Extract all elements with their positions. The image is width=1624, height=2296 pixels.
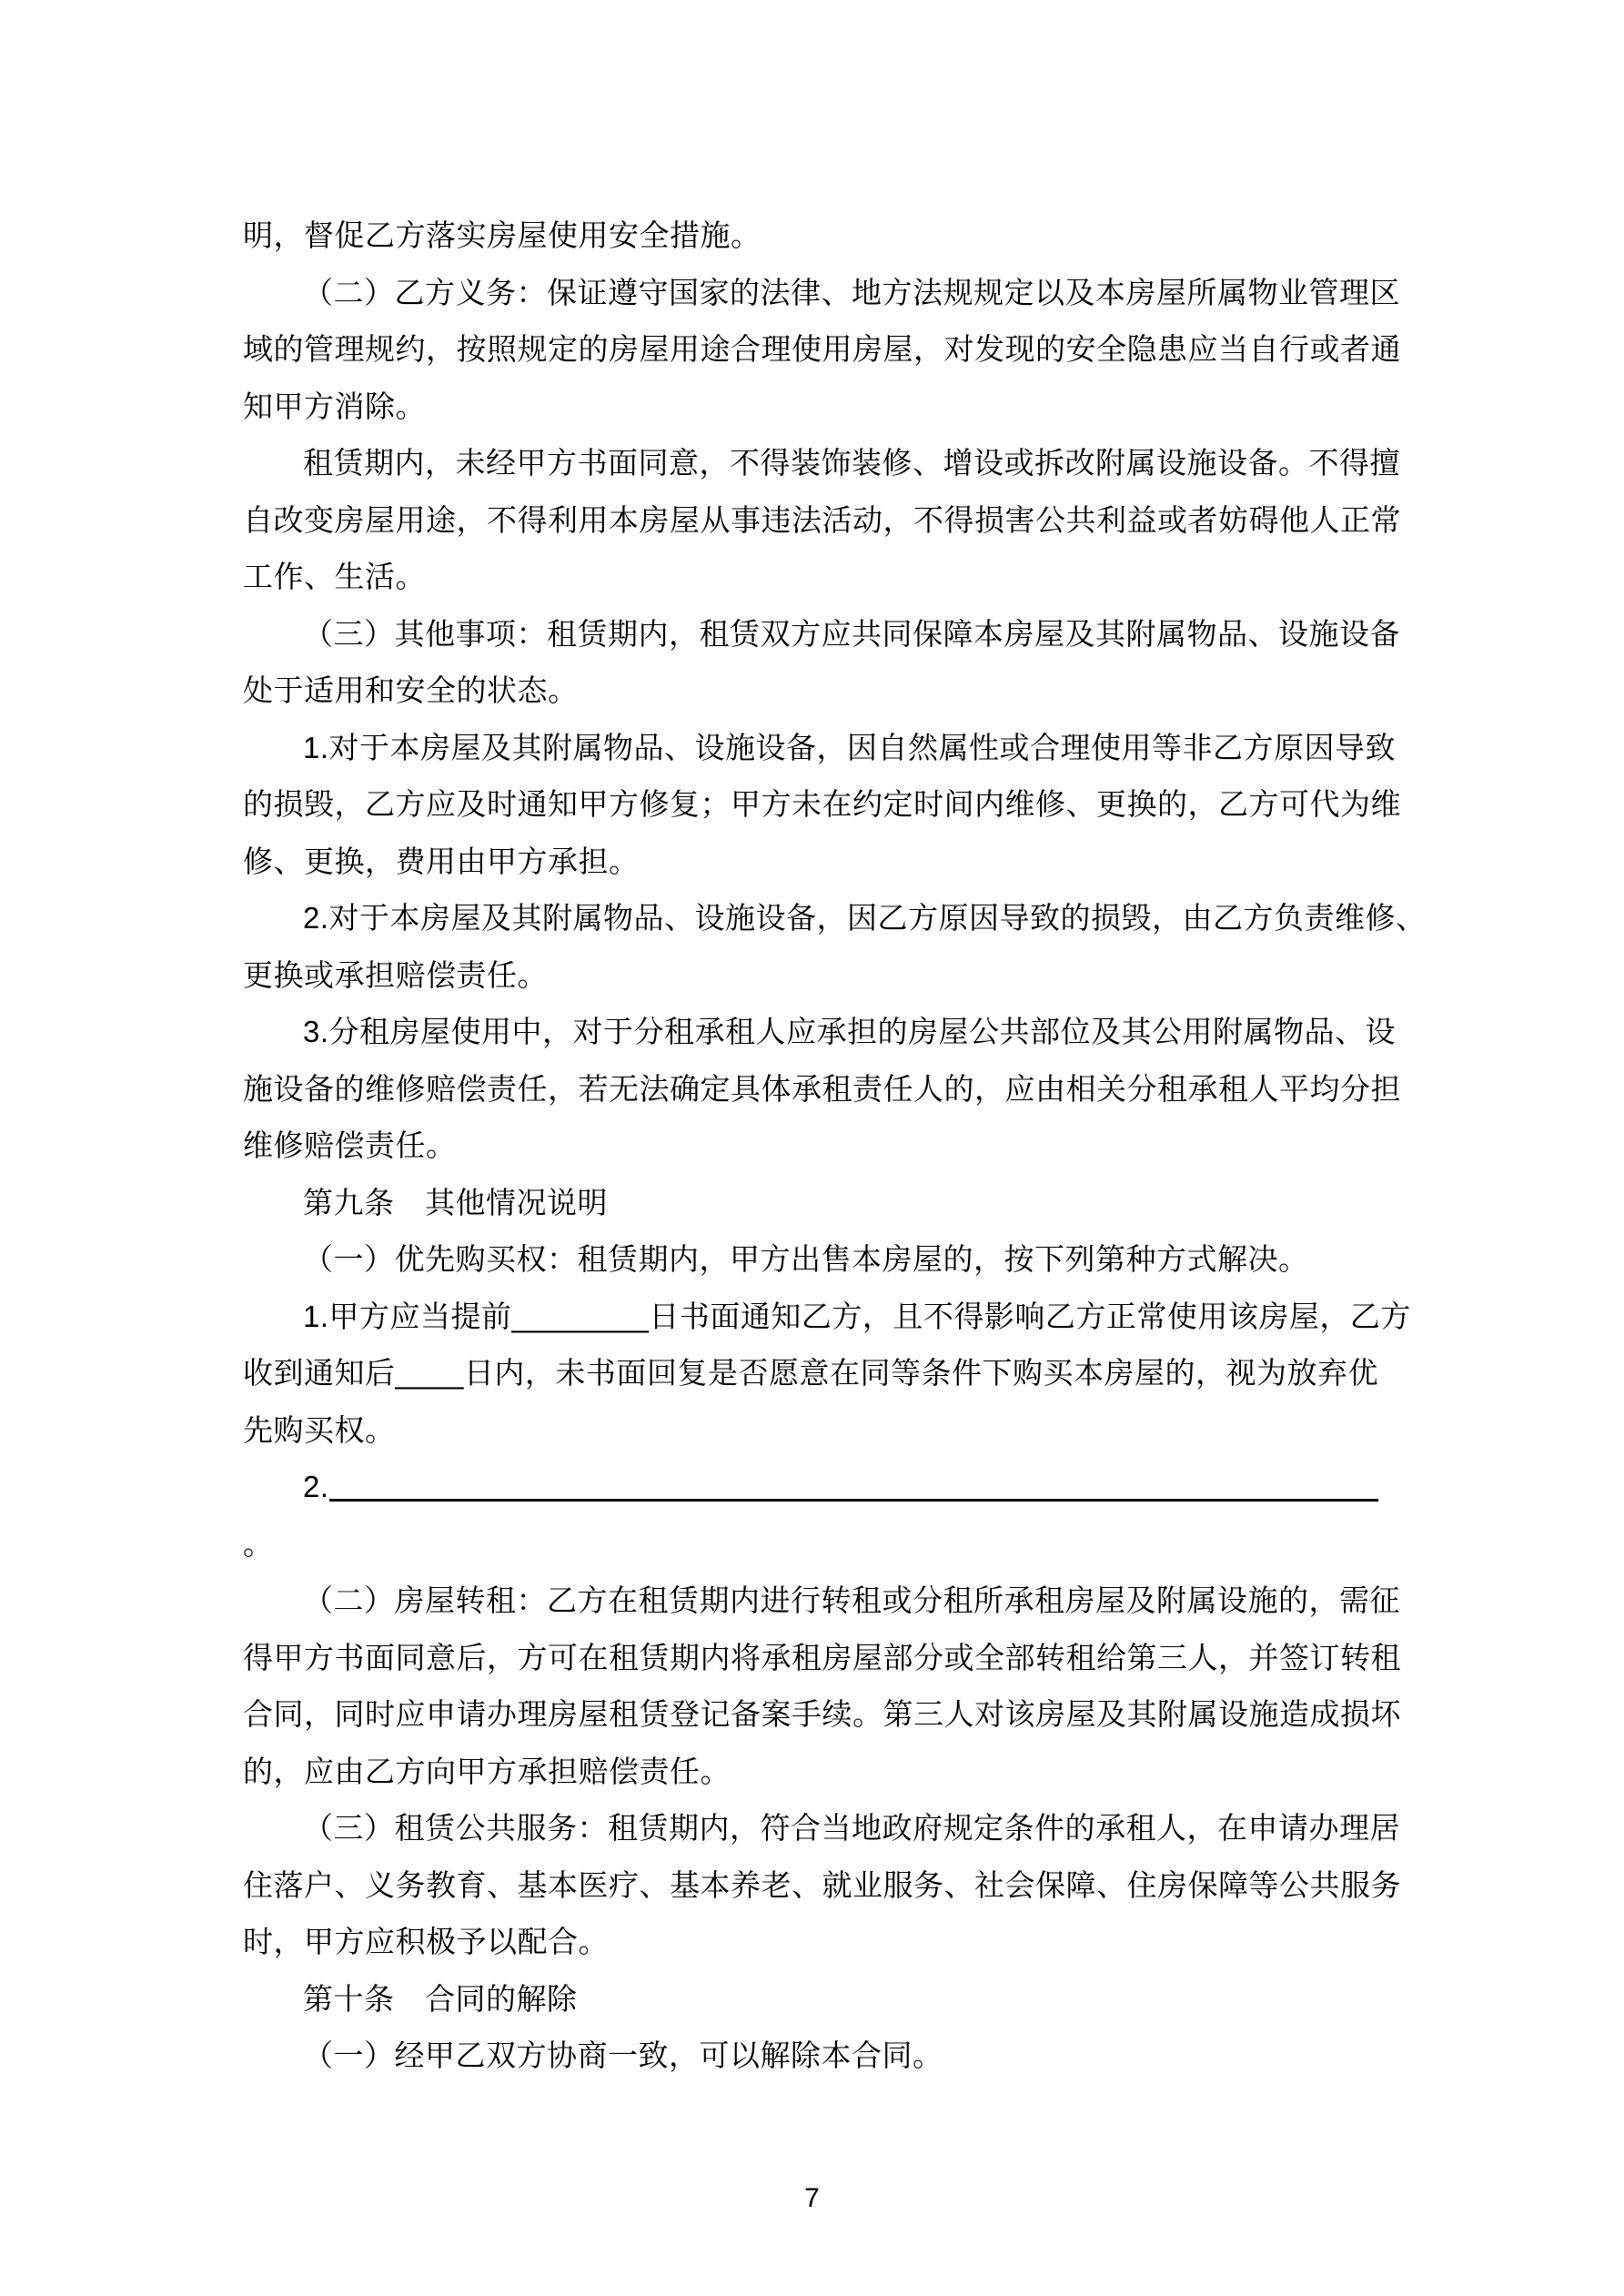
text-line: 施设备的维修赔偿责任，若无法确定具体承租责任人的，应由相关分租承租人平均分担 bbox=[243, 1071, 1401, 1106]
text-line: （一）优先购买权：租赁期内，甲方出售本房屋的，按下列第种方式解决。 bbox=[303, 1242, 1309, 1276]
text-line: 先购买权。 bbox=[243, 1412, 396, 1447]
page-number: 7 bbox=[804, 2183, 820, 2213]
text-line: 更换或承担赔偿责任。 bbox=[243, 957, 548, 992]
text-line: 知甲方消除。 bbox=[243, 389, 426, 423]
text-line: 第九条 其他情况说明 bbox=[303, 1185, 608, 1219]
text-line: 1.甲方应当提前________日书面通知乙方，且不得影响乙方正常使用该房屋，乙方 bbox=[303, 1299, 1411, 1333]
text-line: （一）经甲乙双方协商一致，可以解除本合同。 bbox=[303, 2038, 943, 2072]
blank-underline bbox=[329, 1459, 1378, 1502]
text-line: 的，应由乙方向甲方承担赔偿责任。 bbox=[243, 1754, 731, 1788]
text-line: 第十条 合同的解除 bbox=[303, 1981, 578, 2016]
text-line: 域的管理规约，按照规定的房屋用途合理使用房屋，对发现的安全隐患应当自行或者通 bbox=[243, 332, 1401, 366]
text-line: （三）其他事项：租赁期内，租赁双方应共同保障本房屋及其附属物品、设施设备 bbox=[303, 616, 1400, 651]
text-line: 租赁期内，未经甲方书面同意，不得装饰装修、增设或拆改附属设施设备。不得擅 bbox=[303, 446, 1400, 480]
fill-line-prefix: 2. bbox=[303, 1470, 329, 1503]
text-line: （三）租赁公共服务：租赁期内，符合当地政府规定条件的承租人，在申请办理居 bbox=[303, 1811, 1400, 1845]
fill-blank-line bbox=[243, 1459, 1378, 1516]
document-body bbox=[243, 207, 1427, 2085]
text-line: （二）房屋转租：乙方在租赁期内进行转租或分租所承租房屋及附属设施的，需征 bbox=[303, 1583, 1400, 1617]
text-line: 处于适用和安全的状态。 bbox=[243, 673, 579, 707]
text-line: 维修赔偿责任。 bbox=[243, 1128, 457, 1162]
text-line: 工作、生活。 bbox=[243, 560, 426, 593]
text-line: 3.分租房屋使用中，对于分租承租人应承担的房屋公共部位及其公用附属物品、设 bbox=[303, 1015, 1397, 1048]
text-line: 1.对于本房屋及其附属物品、设施设备，因自然属性或合理使用等非乙方原因导致 bbox=[303, 730, 1397, 764]
text-line: 明，督促乙方落实房屋使用安全措施。 bbox=[243, 218, 762, 252]
text-line: 住落户、义务教育、基本医疗、基本养老、就业服务、社会保障、住房保障等公共服务 bbox=[243, 1867, 1401, 1902]
text-line: 自改变房屋用途，不得利用本房屋从事违法活动，不得损害公共利益或者妨碍他人正常 bbox=[243, 502, 1401, 537]
text-line: 修、更换，费用由甲方承担。 bbox=[243, 844, 640, 878]
text-line: 。 bbox=[243, 1526, 274, 1561]
text-line: 合同，同时应申请办理房屋租赁登记备案手续。第三人对该房屋及其附属设施造成损坏 bbox=[243, 1697, 1401, 1731]
text-line: 的损毁，乙方应及时通知甲方修复；甲方未在约定时间内维修、更换的，乙方可代为维 bbox=[243, 787, 1401, 821]
text-line: 得甲方书面同意后，方可在租赁期内将承租房屋部分或全部转租给第三人，并签订转租 bbox=[243, 1640, 1401, 1674]
text-line: 时，甲方应积极予以配合。 bbox=[243, 1925, 609, 1958]
text-line: （二）乙方义务：保证遵守国家的法律、地方法规规定以及本房屋所属物业管理区 bbox=[303, 275, 1400, 309]
text-line: 收到通知后____日内，未书面回复是否愿意在同等条件下购买本房屋的，视为放弃优 bbox=[243, 1356, 1378, 1390]
text-line: 2.对于本房屋及其附属物品、设施设备，因乙方原因导致的损毁，由乙方负责维修、 bbox=[303, 901, 1427, 935]
